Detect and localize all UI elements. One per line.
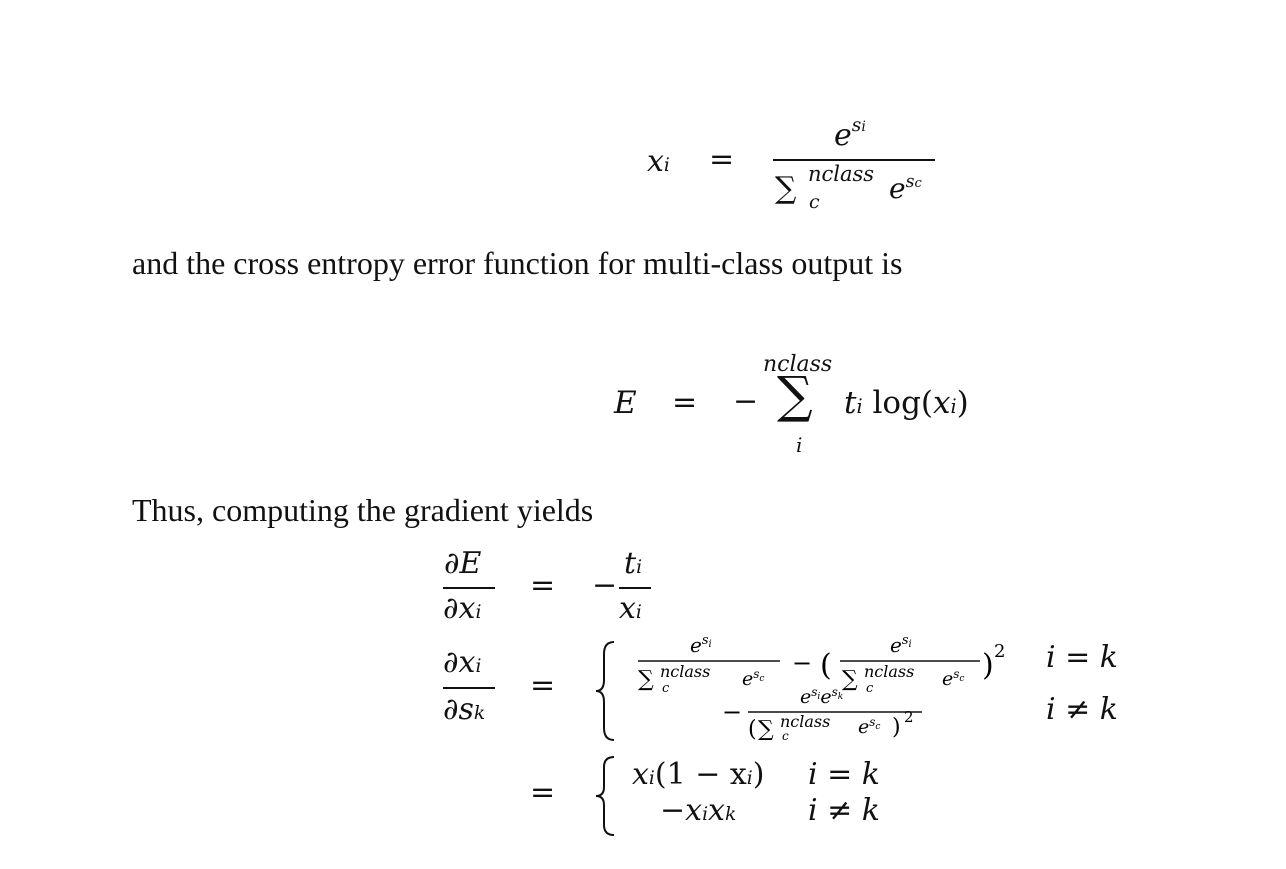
softmax-fraction-bar — [773, 159, 935, 161]
case1-frac1-sum: ∑ — [638, 667, 654, 692]
dxi-fraction-bar — [443, 687, 495, 689]
softmax-lhs: xi — [647, 144, 670, 179]
case1-frac2-sum-upper: nclass — [864, 662, 915, 681]
case2-sum-upper: nclass — [780, 712, 831, 731]
case1-close-paren: ) — [982, 648, 994, 683]
gradient-row2-equals: = — [530, 668, 556, 703]
case1-frac2-sum: ∑ — [842, 667, 858, 692]
case2-sum: ∑ — [758, 717, 774, 740]
case1-frac1-num: $e^si$ — [690, 633, 712, 657]
softmax-numerator: $e^{si}$ — [834, 115, 866, 153]
case1-minus: − — [792, 649, 813, 677]
case1-frac1-den-exp: $e^sc$ — [742, 667, 765, 690]
cross-entropy-equals: = — [672, 385, 698, 420]
case1-frac2-den-exp: $e^sc$ — [942, 667, 965, 690]
case1-frac1-sum-lower: c — [662, 681, 670, 696]
cross-entropy-minus: − — [733, 384, 759, 419]
simplified-case2-condition: i ≠ k — [808, 793, 880, 828]
gradient-row3-equals: = — [530, 775, 556, 810]
case1-power: 2 — [994, 641, 1006, 662]
cross-entropy-sum-lower: i — [796, 433, 803, 457]
softmax-sum-symbol: ∑ — [775, 171, 797, 206]
case1-frac2-sum-lower: c — [866, 681, 874, 696]
dsk-denominator: ∂sk — [443, 692, 486, 727]
case1-condition: i = k — [1046, 640, 1118, 675]
case2-sum-lower: c — [782, 729, 789, 740]
case1-frac1-sum-upper: nclass — [660, 662, 711, 681]
simplified-case2-expr: −xixk — [660, 793, 737, 828]
gradient-row1-numerator: ti — [624, 546, 643, 581]
gradient-row1-fraction-bar — [619, 587, 651, 589]
case1-expression — [630, 630, 1050, 740]
dx-denominator: ∂xi — [443, 591, 482, 626]
simplified-case1-condition: i = k — [808, 757, 880, 792]
case2-open-paren: ( — [748, 717, 757, 740]
case2-minus: − — [722, 698, 743, 726]
case1-open-paren: ( — [820, 648, 832, 683]
case2-power: 2 — [904, 708, 914, 726]
dE-numerator: ∂E — [444, 546, 482, 581]
softmax-sum-lower: c — [809, 191, 820, 213]
gradient-row1-equals: = — [530, 568, 556, 603]
cross-entropy-lhs: E — [614, 385, 637, 421]
cases-brace-1 — [594, 640, 618, 742]
cross-entropy-sum-upper: nclass — [763, 352, 833, 377]
case1-frac2-num: $e^si$ — [890, 633, 912, 657]
gradient-intro-text: Thus, computing the gradient yields — [132, 492, 594, 528]
cross-entropy-term: ti log(xi) — [844, 385, 969, 421]
case2-numerator: $e^sie^sk$ — [800, 685, 844, 708]
case2-den-exp: $e^sc$ — [858, 715, 881, 738]
dE-fraction-bar — [443, 587, 495, 589]
cross-entropy-sum-symbol: ∑ — [777, 366, 813, 424]
cases-brace-2 — [594, 755, 618, 837]
softmax-equals: = — [709, 142, 735, 177]
gradient-row1-denominator: xi — [619, 591, 642, 626]
case2-condition: i ≠ k — [1046, 692, 1118, 727]
gradient-row1-minus: − — [592, 568, 618, 603]
case2-close-paren: ) — [892, 715, 901, 740]
softmax-sum-upper: nclass — [808, 162, 875, 186]
softmax-denominator-exp: $e^{sc}$ — [889, 172, 922, 205]
dxi-numerator: ∂xi — [443, 645, 482, 680]
cross-entropy-intro-text: and the cross entropy error function for multi-class output is — [132, 245, 903, 281]
simplified-case1-expr: xi(1 − xi) — [632, 757, 765, 792]
